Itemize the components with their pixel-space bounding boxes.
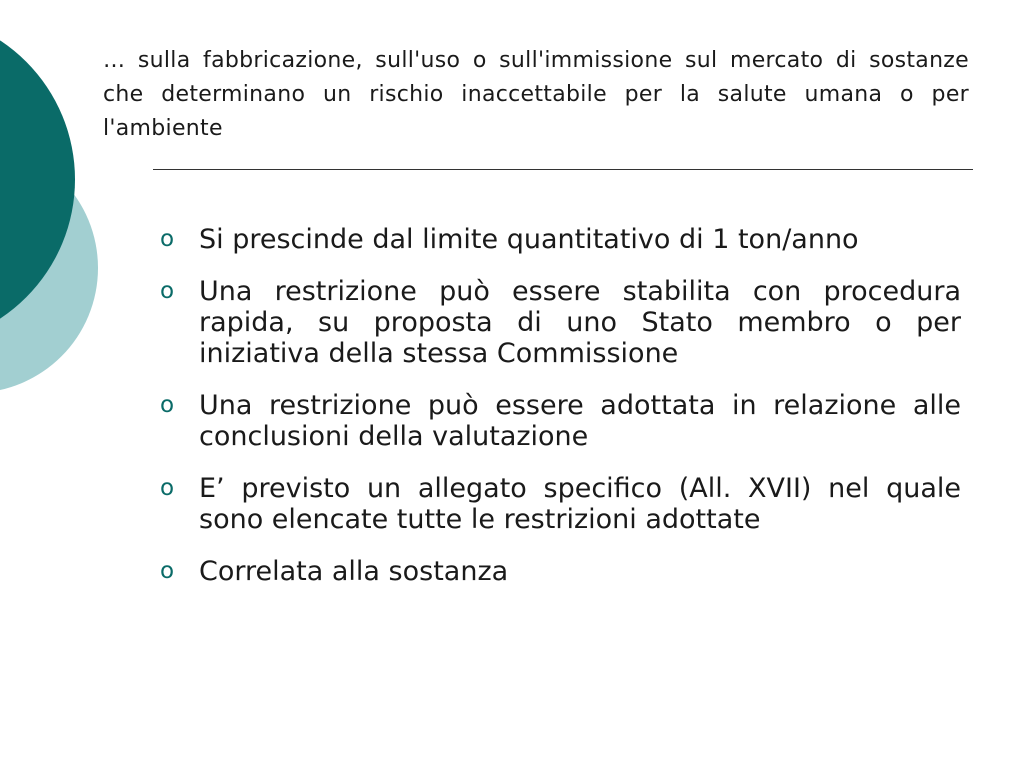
bullet-icon: o [160, 558, 175, 584]
slide-title: … sulla fabbricazione, sull'uso o sull'immissione sul mercato di sostanze che determinano un rischio inaccettabile per la salute umana o per l'ambiente [103, 48, 969, 141]
list-item [158, 556, 961, 587]
title-divider [153, 169, 973, 170]
bullet-text: E’ previsto un allegato specifico (All. XVII) nel quale sono elencate tutte le restrizioni adottate [199, 473, 961, 535]
list-item [158, 390, 961, 452]
bullet-text: Si prescinde dal limite quantitativo di 1 ton/anno [199, 224, 859, 255]
bullet-text: Correlata alla sostanza [199, 556, 509, 587]
bullet-icon: o [160, 392, 175, 418]
bullet-icon: o [160, 226, 175, 252]
bullet-icon: o [160, 278, 175, 304]
bullet-text: Una restrizione può essere adottata in relazione alle conclusioni della valutazione [199, 390, 961, 452]
list-item [158, 224, 961, 255]
bullet-list [158, 224, 961, 608]
bullet-text: Una restrizione può essere stabilita con procedura rapida, su proposta di uno Stato membro o per iniziativa della stessa Commissione [199, 276, 961, 369]
bullet-icon: o [160, 475, 175, 501]
list-item [158, 473, 961, 535]
list-item [158, 276, 961, 369]
